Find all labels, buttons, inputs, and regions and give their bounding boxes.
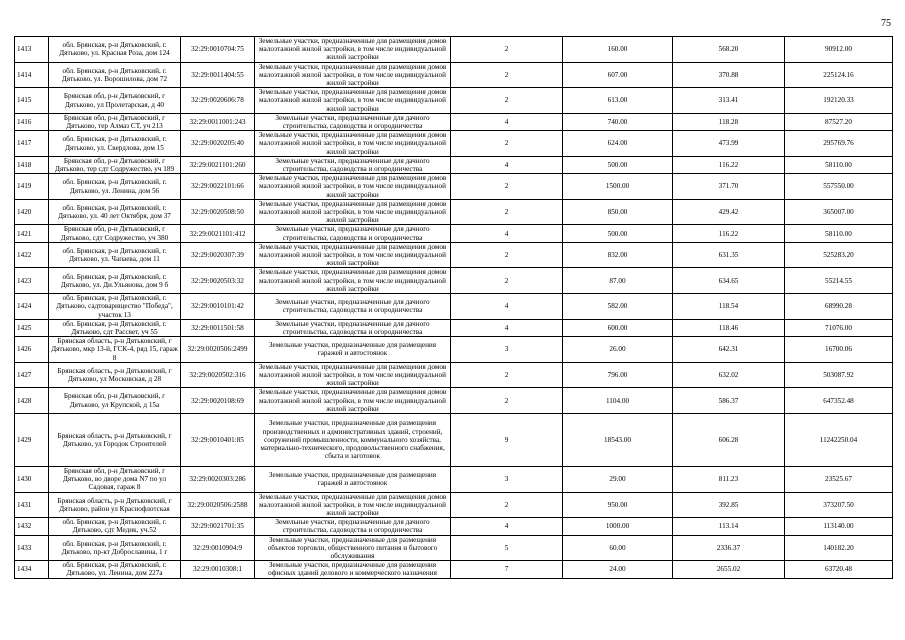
table-row <box>15 131 893 157</box>
page-number: 75 <box>881 18 891 29</box>
area-cell: 500.00 <box>563 156 673 173</box>
address-cell: обл. Брянская, р-н Дятьковский, г. Дятьково, садтоварищество "Победа", участок 13 <box>49 294 181 320</box>
use-group-cell: 7 <box>451 561 563 578</box>
use-group-cell: 4 <box>451 113 563 130</box>
row-number: 1428 <box>15 388 49 414</box>
table-row <box>15 337 893 363</box>
specific-value-cell: 116.22 <box>673 225 785 242</box>
land-use-cell: Земельные участки, предназначенные для размещения домов малоэтажной жилой застройки, в том числе индивидуальной жилой застройки <box>255 88 451 114</box>
use-group-cell: 3 <box>451 337 563 363</box>
cadastral-number-cell: 32:29:0021701:35 <box>181 518 255 535</box>
specific-value-cell: 631.35 <box>673 242 785 268</box>
land-use-cell: Земельные участки, предназначенные для размещения домов малоэтажной жилой застройки, в том числе индивидуальной жилой застройки <box>255 388 451 414</box>
specific-value-cell: 473.99 <box>673 131 785 157</box>
land-use-cell: Земельные участки, предназначенные для размещения домов малоэтажной жилой застройки, в том числе индивидуальной жилой застройки <box>255 492 451 518</box>
specific-value-cell: 118.28 <box>673 113 785 130</box>
area-cell: 24.00 <box>563 561 673 578</box>
cadastral-value-cell: 58110.00 <box>785 225 893 242</box>
address-cell: обл. Брянская, р-н Дятьковский, г. Дятьково, сдт Рассвет, уч 55 <box>49 319 181 336</box>
row-number: 1418 <box>15 156 49 173</box>
area-cell: 500.00 <box>563 225 673 242</box>
specific-value-cell: 313.41 <box>673 88 785 114</box>
use-group-cell: 3 <box>451 466 563 492</box>
area-cell: 950.00 <box>563 492 673 518</box>
land-use-cell: Земельные участки, предназначенные для размещения домов малоэтажной жилой застройки, в том числе индивидуальной жилой застройки <box>255 62 451 88</box>
cadastral-number-cell: 32:29:0021101:260 <box>181 156 255 173</box>
table-row <box>15 388 893 414</box>
address-cell: обл. Брянская, р-н Дятьковский, г. Дятьково, ул. Свердлова, дом 15 <box>49 131 181 157</box>
specific-value-cell: 568.20 <box>673 37 785 63</box>
area-cell: 607.00 <box>563 62 673 88</box>
specific-value-cell: 586.37 <box>673 388 785 414</box>
area-cell: 18543.00 <box>563 413 673 466</box>
land-use-cell: Земельные участки, предназначенные для дачного строительства, садоводства и огородничества <box>255 225 451 242</box>
cadastral-value-cell: 113140.00 <box>785 518 893 535</box>
area-cell: 796.00 <box>563 362 673 388</box>
area-cell: 26.00 <box>563 337 673 363</box>
area-cell: 600.00 <box>563 319 673 336</box>
table-row <box>15 535 893 561</box>
table-body <box>15 37 893 579</box>
cadastral-number-cell: 32:29:0020307:39 <box>181 242 255 268</box>
use-group-cell: 2 <box>451 199 563 225</box>
row-number: 1423 <box>15 268 49 294</box>
specific-value-cell: 632.02 <box>673 362 785 388</box>
cadastral-number-cell: 32:29:0021101:412 <box>181 225 255 242</box>
address-cell: Брянская обл, р-н Дятьковский, г Дятьково, тер Алмаз СТ, уч 213 <box>49 113 181 130</box>
table-row <box>15 518 893 535</box>
land-registry-table <box>14 36 893 579</box>
cadastral-value-cell: 557550.00 <box>785 174 893 200</box>
use-group-cell: 2 <box>451 131 563 157</box>
cadastral-value-cell: 55214.55 <box>785 268 893 294</box>
table-row <box>15 561 893 578</box>
table-row <box>15 37 893 63</box>
cadastral-number-cell: 32:29:0011501:58 <box>181 319 255 336</box>
table-row <box>15 199 893 225</box>
land-use-cell: Земельные участки, предназначенные для размещения гаражей и автостоянок <box>255 337 451 363</box>
address-cell: Брянская область, р-н Дятьковский, г Дятьково, ул Городок Строителей <box>49 413 181 466</box>
specific-value-cell: 642.31 <box>673 337 785 363</box>
use-group-cell: 2 <box>451 174 563 200</box>
address-cell: обл. Брянская, р-н Дятьковский, г. Дятьково, ул. Красная Роза, дом 124 <box>49 37 181 63</box>
use-group-cell: 2 <box>451 88 563 114</box>
area-cell: 832.00 <box>563 242 673 268</box>
table-row <box>15 294 893 320</box>
cadastral-value-cell: 90912.00 <box>785 37 893 63</box>
cadastral-value-cell: 63720.48 <box>785 561 893 578</box>
use-group-cell: 2 <box>451 388 563 414</box>
land-use-cell: Земельные участки, предназначенные для размещения домов малоэтажной жилой застройки, в том числе индивидуальной жилой застройки <box>255 199 451 225</box>
cadastral-number-cell: 32:29:0022101:66 <box>181 174 255 200</box>
specific-value-cell: 371.70 <box>673 174 785 200</box>
address-cell: обл. Брянская, р-н Дятьковский, г. Дятьково, ул. Ленина, дом 56 <box>49 174 181 200</box>
cadastral-number-cell: 32:29:0020508:50 <box>181 199 255 225</box>
specific-value-cell: 370.88 <box>673 62 785 88</box>
row-number: 1415 <box>15 88 49 114</box>
row-number: 1416 <box>15 113 49 130</box>
table-row <box>15 319 893 336</box>
area-cell: 740.00 <box>563 113 673 130</box>
address-cell: обл. Брянская, р-н Дятьковский, г. Дятьково, ул. Ди.Ульянова, дом 9 б <box>49 268 181 294</box>
use-group-cell: 4 <box>451 294 563 320</box>
row-number: 1424 <box>15 294 49 320</box>
cadastral-number-cell: 32:29:0010308:1 <box>181 561 255 578</box>
address-cell: Брянская обл, р-н Дятьковский, г Дятьково, сдт Содружество, уч 380 <box>49 225 181 242</box>
land-use-cell: Земельные участки, предназначенные для размещения производственных и административных зданий, строений, сооружений промышленности, коммунального хозяйства, материально-технического, продовольственного снабжения, сбыта и заготовок <box>255 413 451 466</box>
row-number: 1425 <box>15 319 49 336</box>
cadastral-number-cell: 32:29:0011001:243 <box>181 113 255 130</box>
address-cell: обл. Брянская, р-н Дятьковский, г. Дятьково, ул. 40 лет Октября, дом 37 <box>49 199 181 225</box>
cadastral-value-cell: 58110.00 <box>785 156 893 173</box>
land-use-cell: Земельные участки, предназначенные для размещения объектов торговли, общественного питания и бытового обслуживания <box>255 535 451 561</box>
land-use-cell: Земельные участки, предназначенные для дачного строительства, садоводства и огородничества <box>255 319 451 336</box>
specific-value-cell: 811.23 <box>673 466 785 492</box>
table-row <box>15 466 893 492</box>
cadastral-value-cell: 68990.28 <box>785 294 893 320</box>
area-cell: 1000.00 <box>563 518 673 535</box>
use-group-cell: 5 <box>451 535 563 561</box>
land-use-cell: Земельные участки, предназначенные для размещения домов малоэтажной жилой застройки, в том числе индивидуальной жилой застройки <box>255 268 451 294</box>
cadastral-number-cell: 32:29:0011404:55 <box>181 62 255 88</box>
cadastral-value-cell: 11242250.04 <box>785 413 893 466</box>
row-number: 1431 <box>15 492 49 518</box>
cadastral-number-cell: 32:29:0020502:316 <box>181 362 255 388</box>
area-cell: 29.00 <box>563 466 673 492</box>
address-cell: Брянская область, р-н Дятьковский, г Дятьково, район ул Краснофлотская <box>49 492 181 518</box>
area-cell: 160.00 <box>563 37 673 63</box>
specific-value-cell: 2336.37 <box>673 535 785 561</box>
land-use-cell: Земельные участки, предназначенные для размещения домов малоэтажной жилой застройки, в том числе индивидуальной жилой застройки <box>255 37 451 63</box>
land-use-cell: Земельные участки, предназначенные для размещения гаражей и автостоянок <box>255 466 451 492</box>
table-row <box>15 88 893 114</box>
address-cell: Брянская обл, р-н Дятьковский, г Дятьково, ул Пролетарская, д 40 <box>49 88 181 114</box>
row-number: 1422 <box>15 242 49 268</box>
use-group-cell: 2 <box>451 37 563 63</box>
land-use-cell: Земельные участки, предназначенные для дачного строительства, садоводства и огородничества <box>255 113 451 130</box>
specific-value-cell: 634.65 <box>673 268 785 294</box>
land-use-cell: Земельные участки, предназначенные для дачного строительства, садоводства и огородничества <box>255 156 451 173</box>
land-use-cell: Земельные участки, предназначенные для размещения домов малоэтажной жилой застройки, в том числе индивидуальной жилой застройки <box>255 131 451 157</box>
cadastral-value-cell: 647352.48 <box>785 388 893 414</box>
cadastral-value-cell: 525283.20 <box>785 242 893 268</box>
cadastral-number-cell: 32:29:0020503:32 <box>181 268 255 294</box>
table-row <box>15 362 893 388</box>
cadastral-number-cell: 32:29:0010401:85 <box>181 413 255 466</box>
address-cell: Брянская обл, р-н Дятьковский, г Дятьково, тер сдт Содружество, уч 189 <box>49 156 181 173</box>
use-group-cell: 4 <box>451 319 563 336</box>
table-row <box>15 156 893 173</box>
row-number: 1430 <box>15 466 49 492</box>
cadastral-value-cell: 23525.67 <box>785 466 893 492</box>
address-cell: Брянская обл, р-н Дятьковский, г Дятьково, во дворе дома N7 по ул Садовая, гараж 8 <box>49 466 181 492</box>
cadastral-number-cell: 32:29:0020205:40 <box>181 131 255 157</box>
use-group-cell: 9 <box>451 413 563 466</box>
table-row <box>15 268 893 294</box>
area-cell: 613.00 <box>563 88 673 114</box>
row-number: 1427 <box>15 362 49 388</box>
use-group-cell: 4 <box>451 518 563 535</box>
cadastral-value-cell: 16700.06 <box>785 337 893 363</box>
use-group-cell: 2 <box>451 62 563 88</box>
specific-value-cell: 429.42 <box>673 199 785 225</box>
area-cell: 87.00 <box>563 268 673 294</box>
address-cell: обл. Брянская, р-н Дятьковский, г. Дятьково, ул. Ворошилова, дом 72 <box>49 62 181 88</box>
cadastral-number-cell: 32:29:0020303:286 <box>181 466 255 492</box>
cadastral-value-cell: 365007.00 <box>785 199 893 225</box>
specific-value-cell: 113.14 <box>673 518 785 535</box>
cadastral-number-cell: 32:29:0010704:75 <box>181 37 255 63</box>
row-number: 1434 <box>15 561 49 578</box>
table-row <box>15 113 893 130</box>
row-number: 1413 <box>15 37 49 63</box>
cadastral-value-cell: 373207.50 <box>785 492 893 518</box>
address-cell: Брянская область, р-н Дятьковский, г Дятьково, ул Московская, д 28 <box>49 362 181 388</box>
address-cell: обл. Брянская, р-н Дятьковский, г. Дятьково, пр-кт Доброславина, 1 г <box>49 535 181 561</box>
area-cell: 582.00 <box>563 294 673 320</box>
specific-value-cell: 118.46 <box>673 319 785 336</box>
use-group-cell: 2 <box>451 242 563 268</box>
row-number: 1420 <box>15 199 49 225</box>
address-cell: обл. Брянская, р-н Дятьковский, г. Дятьково, ул. Ленина, дом 227а <box>49 561 181 578</box>
cadastral-value-cell: 225124.16 <box>785 62 893 88</box>
area-cell: 1104.00 <box>563 388 673 414</box>
address-cell: Брянская обл, р-н Дятьковский, г Дятьково, ул Крупской, д 15а <box>49 388 181 414</box>
table-row <box>15 242 893 268</box>
cadastral-number-cell: 32:29:0020606:78 <box>181 88 255 114</box>
specific-value-cell: 392.85 <box>673 492 785 518</box>
area-cell: 624.00 <box>563 131 673 157</box>
area-cell: 850.00 <box>563 199 673 225</box>
table-row <box>15 492 893 518</box>
cadastral-value-cell: 503087.92 <box>785 362 893 388</box>
specific-value-cell: 118.54 <box>673 294 785 320</box>
cadastral-value-cell: 87527.20 <box>785 113 893 130</box>
specific-value-cell: 606.28 <box>673 413 785 466</box>
cadastral-value-cell: 71076.00 <box>785 319 893 336</box>
row-number: 1426 <box>15 337 49 363</box>
cadastral-number-cell: 32:29:0010101:42 <box>181 294 255 320</box>
area-cell: 60.00 <box>563 535 673 561</box>
address-cell: обл. Брянская, р-н Дятьковский, г. Дятьково, сдт Медик, уч.52 <box>49 518 181 535</box>
cadastral-number-cell: 32:29:0020506:2499 <box>181 337 255 363</box>
row-number: 1414 <box>15 62 49 88</box>
row-number: 1429 <box>15 413 49 466</box>
row-number: 1421 <box>15 225 49 242</box>
cadastral-value-cell: 295769.76 <box>785 131 893 157</box>
row-number: 1417 <box>15 131 49 157</box>
use-group-cell: 2 <box>451 268 563 294</box>
use-group-cell: 4 <box>451 225 563 242</box>
row-number: 1432 <box>15 518 49 535</box>
use-group-cell: 2 <box>451 492 563 518</box>
cadastral-number-cell: 32:29:0020506:2588 <box>181 492 255 518</box>
land-use-cell: Земельные участки, предназначенные для дачного строительства, садоводства и огородничества <box>255 294 451 320</box>
cadastral-value-cell: 192120.33 <box>785 88 893 114</box>
table-row <box>15 225 893 242</box>
table-row <box>15 413 893 466</box>
specific-value-cell: 2655.02 <box>673 561 785 578</box>
land-use-cell: Земельные участки, предназначенные для размещения домов малоэтажной жилой застройки, в том числе индивидуальной жилой застройки <box>255 242 451 268</box>
address-cell: обл. Брянская, р-н Дятьковский, г. Дятьково, ул. Чапаева, дом 11 <box>49 242 181 268</box>
table-row <box>15 62 893 88</box>
address-cell: Брянская область, р-н Дятьковский, г Дятьково, мкр 13-й, ГСК-4, ряд 15, гараж 8 <box>49 337 181 363</box>
row-number: 1419 <box>15 174 49 200</box>
land-use-cell: Земельные участки, предназначенные для размещения домов малоэтажной жилой застройки, в том числе индивидуальной жилой застройки <box>255 362 451 388</box>
area-cell: 1500.00 <box>563 174 673 200</box>
cadastral-number-cell: 32:29:0020108:69 <box>181 388 255 414</box>
table-row <box>15 174 893 200</box>
use-group-cell: 2 <box>451 362 563 388</box>
land-use-cell: Земельные участки, предназначенные для размещения домов малоэтажной жилой застройки, в том числе индивидуальной жилой застройки <box>255 174 451 200</box>
use-group-cell: 4 <box>451 156 563 173</box>
cadastral-value-cell: 140182.20 <box>785 535 893 561</box>
specific-value-cell: 116.22 <box>673 156 785 173</box>
land-use-cell: Земельные участки, предназначенные для дачного строительства, садоводства и огородничества <box>255 518 451 535</box>
land-use-cell: Земельные участки, предназначенные для размещения офисных зданий делового и коммерческого назначения <box>255 561 451 578</box>
row-number: 1433 <box>15 535 49 561</box>
cadastral-number-cell: 32:29:0010904:9 <box>181 535 255 561</box>
